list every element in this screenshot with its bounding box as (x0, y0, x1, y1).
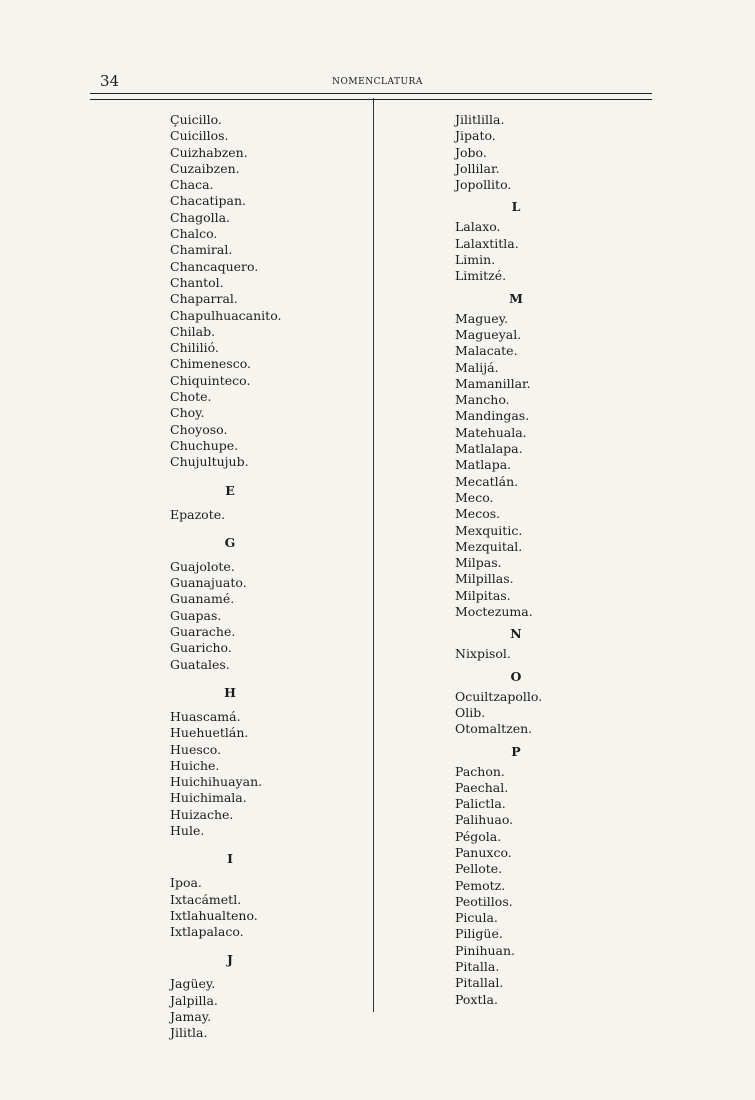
list-item: Milpillas. (455, 571, 514, 587)
list-item: Çuicillo. (170, 112, 222, 127)
section-letter: J (227, 952, 233, 968)
list-item: Chapulhuacanito. (170, 307, 282, 323)
section-letter: P (511, 743, 521, 759)
list-item: Guaricho. (170, 640, 232, 656)
list-item: Pellote. (455, 861, 503, 877)
list-item: Jopollito. (455, 177, 512, 193)
list-item: Lalaxo. (455, 219, 501, 235)
list-item: Malijá. (455, 359, 499, 375)
list-item: Mezquital. (455, 538, 523, 554)
list-item: Huichimala. (170, 790, 247, 806)
list-item: Huascamá. (170, 708, 241, 724)
list-item: Chaparral. (170, 291, 238, 307)
list-item: Maguey. (455, 310, 509, 326)
list-item: Malacate. (455, 343, 518, 359)
list-item: Guajolote. (170, 558, 235, 574)
list-item: Cuicillos. (170, 128, 229, 144)
list-item: Hule. (170, 822, 205, 838)
list-item: Huichihuayan. (170, 774, 263, 790)
list-item: Pitalla. (455, 959, 500, 975)
column-divider (373, 98, 374, 1012)
page-number: 34 (100, 72, 120, 90)
list-item: Meco. (455, 489, 494, 505)
list-item: Mecatlán. (455, 473, 519, 489)
list-item: Guanajuato. (170, 575, 247, 591)
list-item: Choyoso. (170, 421, 228, 437)
list-item: Jagüey. (170, 976, 216, 992)
list-item: Chilab. (170, 323, 216, 339)
list-item: Jollilar. (455, 160, 500, 176)
list-item: Ipoa. (170, 875, 202, 891)
list-item: Olib. (455, 704, 486, 720)
list-item: Chalco. (170, 226, 218, 242)
list-item: Chancaquero. (170, 258, 259, 274)
right-column (455, 112, 650, 1008)
header-double-rule (90, 93, 652, 100)
section-letter: I (227, 851, 233, 867)
list-item: Pégola. (455, 828, 502, 844)
list-item: Mancho. (455, 392, 510, 408)
list-item: Huiche. (170, 757, 220, 773)
list-item: Ixtlapalaco. (170, 924, 244, 940)
list-item: Chimenesco. (170, 356, 252, 372)
list-item: Huehuetlán. (170, 725, 249, 741)
list-item: Guapas. (170, 607, 222, 623)
list-item: Huesco. (170, 741, 222, 757)
list-item: Chujultujub. (170, 454, 249, 470)
list-item: Matlapa. (455, 457, 512, 473)
list-item: Guarache. (170, 624, 236, 640)
list-item: Pemotz. (455, 877, 506, 893)
left-column (170, 112, 365, 1042)
list-item: Cuzaibzen. (170, 160, 240, 176)
section-letter: E (225, 482, 235, 498)
list-item: Mexquitic. (455, 522, 523, 538)
list-item: Ixtacámetl. (170, 891, 242, 907)
list-item: Poxtla. (455, 991, 498, 1007)
list-item: Chuchupe. (170, 437, 239, 453)
list-item: Limin. (455, 252, 496, 268)
list-item: Panuxco. (455, 844, 512, 860)
list-item: Limitzé. (455, 268, 507, 284)
list-item: Lalaxtitla. (455, 235, 519, 251)
list-item: Chamiral. (170, 242, 233, 258)
list-item: Chiquinteco. (170, 372, 251, 388)
list-item: Jalpilla. (170, 992, 218, 1008)
list-item: Chacatipan. (170, 193, 247, 209)
list-item: Pachon. (455, 763, 505, 779)
list-item: Otomaltzen. (455, 721, 533, 737)
section-letter: L (511, 199, 521, 215)
running-title: NOMENCLATURA (332, 77, 423, 87)
list-item: Chote. (170, 389, 212, 405)
list-item: Ixtlahualteno. (170, 907, 258, 923)
section-letter: M (509, 290, 523, 306)
list-item: Nixpisol. (455, 646, 511, 662)
list-item: Jamay. (170, 1009, 212, 1025)
list-item: Magueyal. (455, 326, 522, 342)
list-item: Paechal. (455, 779, 509, 795)
section-letter: G (224, 534, 236, 550)
list-item: Palictla. (455, 796, 506, 812)
list-item: Palihuao. (455, 812, 514, 828)
section-letter: N (510, 626, 522, 642)
list-item: Pitallal. (455, 975, 504, 991)
list-item: Moctezuma. (455, 604, 533, 620)
list-item: Picula. (455, 910, 498, 926)
list-item: Mecos. (455, 506, 501, 522)
list-item: Milpas. (455, 555, 502, 571)
list-item: Chaca. (170, 177, 214, 193)
list-item: Guatales. (170, 656, 230, 672)
list-item: Milpitas. (455, 587, 511, 603)
list-item: Mandingas. (455, 408, 530, 424)
list-item: Guanamé. (170, 591, 235, 607)
list-item: Chililió. (170, 340, 219, 356)
list-item: Jilitlilla. (455, 112, 505, 127)
list-item: Chantol. (170, 274, 224, 290)
list-item: Piligüe. (455, 926, 503, 942)
list-item: Epazote. (170, 506, 226, 522)
list-item: Ocuiltzapollo. (455, 688, 543, 704)
list-item: Matlalapa. (455, 441, 523, 457)
list-item: Choy. (170, 405, 205, 421)
list-item: Peotillos. (455, 893, 513, 909)
list-item: Matehuala. (455, 424, 527, 440)
list-item: Mamanillar. (455, 375, 531, 391)
list-item: Jilitla. (170, 1025, 208, 1041)
section-letter: O (510, 668, 522, 684)
section-letter: H (224, 684, 236, 700)
list-item: Pinihuan. (455, 942, 516, 958)
list-item: Cuizhabzen. (170, 144, 248, 160)
list-item: Huizache. (170, 806, 234, 822)
list-item: Jipato. (455, 128, 496, 144)
list-item: Chagolla. (170, 209, 231, 225)
list-item: Jobo. (455, 144, 487, 160)
